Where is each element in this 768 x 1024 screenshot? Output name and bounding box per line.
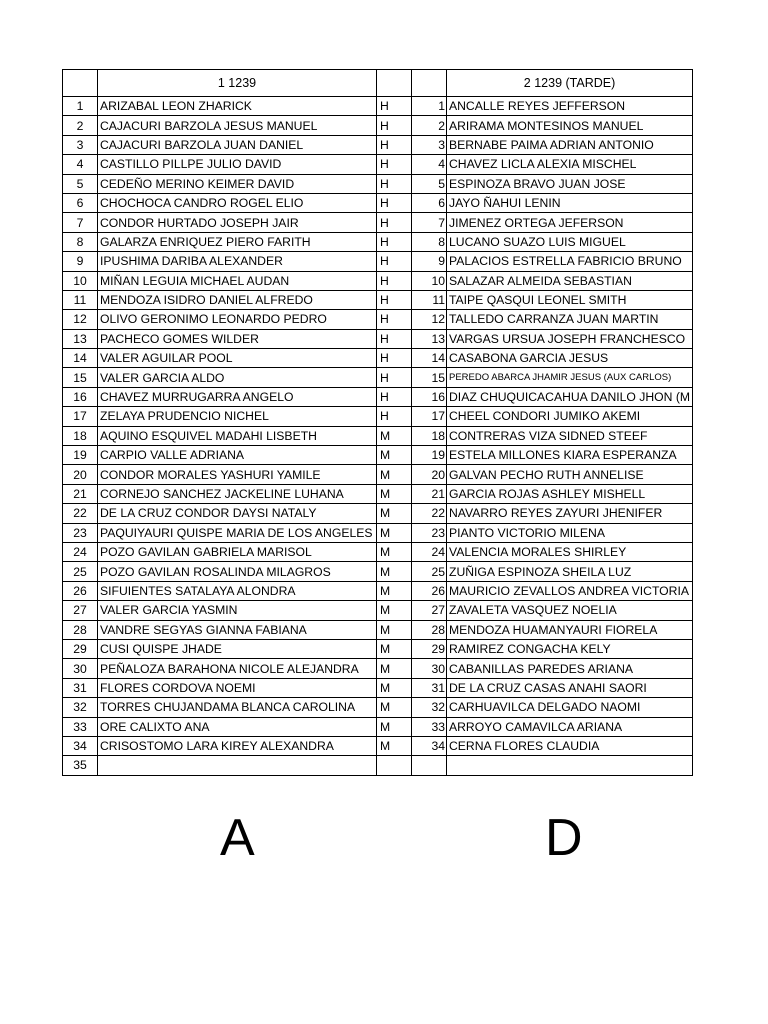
sex-code: H — [377, 349, 412, 368]
student-name-group-a: POZO GAVILAN GABRIELA MARISOL — [98, 542, 377, 561]
student-name-group-a — [98, 756, 377, 775]
student-name-group-a: CASTILLO PILLPE JULIO DAVID — [98, 155, 377, 174]
sex-code: M — [377, 581, 412, 600]
sex-code — [377, 756, 412, 775]
student-name-group-b: PALACIOS ESTRELLA FABRICIO BRUNO — [447, 252, 693, 271]
row-number-group-b: 34 — [412, 736, 447, 755]
row-number: 18 — [63, 426, 98, 445]
student-name-group-b: JIMENEZ ORTEGA JEFERSON — [447, 213, 693, 232]
row-number: 23 — [63, 523, 98, 542]
row-number-group-b: 25 — [412, 562, 447, 581]
row-number: 17 — [63, 407, 98, 426]
student-name-group-b: ARIRAMA MONTESINOS MANUEL — [447, 116, 693, 135]
student-name-group-a: VALER GARCIA ALDO — [98, 368, 377, 387]
row-number: 7 — [63, 213, 98, 232]
student-name-group-a: ORE CALIXTO ANA — [98, 717, 377, 736]
student-name-group-a: CUSI QUISPE JHADE — [98, 639, 377, 658]
student-name-group-a: CHAVEZ MURRUGARRA ANGELO — [98, 387, 377, 406]
student-name-group-b: ESPINOZA BRAVO JUAN JOSE — [447, 174, 693, 193]
row-number: 31 — [63, 678, 98, 697]
row-number: 29 — [63, 639, 98, 658]
student-name-group-a: CONDOR MORALES YASHURI YAMILE — [98, 465, 377, 484]
student-name-group-b: ZAVALETA VASQUEZ NOELIA — [447, 601, 693, 620]
student-name-group-b: MENDOZA HUAMANYAURI FIORELA — [447, 620, 693, 639]
table-row — [63, 620, 693, 639]
sex-code: H — [377, 407, 412, 426]
student-name-group-b: LUCANO SUAZO LUIS MIGUEL — [447, 232, 693, 251]
row-number: 8 — [63, 232, 98, 251]
row-number: 10 — [63, 271, 98, 290]
sex-code: H — [377, 271, 412, 290]
row-number: 34 — [63, 736, 98, 755]
row-number: 33 — [63, 717, 98, 736]
student-name-group-a: IPUSHIMA DARIBA ALEXANDER — [98, 252, 377, 271]
row-number: 26 — [63, 581, 98, 600]
student-name-group-a: MIÑAN LEGUIA MICHAEL AUDAN — [98, 271, 377, 290]
row-number-group-b: 6 — [412, 193, 447, 212]
row-number: 11 — [63, 290, 98, 309]
student-name-group-b: ZUÑIGA ESPINOZA SHEILA LUZ — [447, 562, 693, 581]
row-number: 14 — [63, 349, 98, 368]
row-number: 32 — [63, 698, 98, 717]
sex-code: H — [377, 135, 412, 154]
student-name-group-a: CRISOSTOMO LARA KIREY ALEXANDRA — [98, 736, 377, 755]
table-row — [63, 542, 693, 561]
table-row — [63, 174, 693, 193]
student-name-group-a: CAJACURI BARZOLA JESUS MANUEL — [98, 116, 377, 135]
header-row — [63, 70, 693, 97]
student-name-group-a: GALARZA ENRIQUEZ PIERO FARITH — [98, 232, 377, 251]
row-number: 6 — [63, 193, 98, 212]
student-name-group-b: CONTRERAS VIZA SIDNED STEEF — [447, 426, 693, 445]
sex-code: H — [377, 174, 412, 193]
student-name-group-a: CEDEÑO MERINO KEIMER DAVID — [98, 174, 377, 193]
table-row — [63, 329, 693, 348]
sex-code: M — [377, 717, 412, 736]
student-name-group-a: OLIVO GERONIMO LEONARDO PEDRO — [98, 310, 377, 329]
row-number-group-b — [412, 756, 447, 775]
row-number: 21 — [63, 484, 98, 503]
row-number-group-b: 3 — [412, 135, 447, 154]
table-row — [63, 193, 693, 212]
row-number: 24 — [63, 542, 98, 561]
row-number-group-b: 32 — [412, 698, 447, 717]
sex-code: M — [377, 426, 412, 445]
row-number: 25 — [63, 562, 98, 581]
student-name-group-b: ANCALLE REYES JEFFERSON — [447, 97, 693, 116]
table-row — [63, 698, 693, 717]
sex-code: M — [377, 504, 412, 523]
sex-code: H — [377, 155, 412, 174]
student-name-group-a: CAJACURI BARZOLA JUAN DANIEL — [98, 135, 377, 154]
table-row — [63, 290, 693, 309]
student-name-group-b: CERNA FLORES CLAUDIA — [447, 736, 693, 755]
sex-code: H — [377, 232, 412, 251]
student-name-group-b: TAIPE QASQUI LEONEL SMITH — [447, 290, 693, 309]
table-row — [63, 523, 693, 542]
sex-code: M — [377, 659, 412, 678]
student-name-group-a: PACHECO GOMES WILDER — [98, 329, 377, 348]
student-name-group-a: AQUINO ESQUIVEL MADAHI LISBETH — [98, 426, 377, 445]
sex-code: H — [377, 213, 412, 232]
table-row — [63, 446, 693, 465]
student-name-group-a: VANDRE SEGYAS GIANNA FABIANA — [98, 620, 377, 639]
row-number: 27 — [63, 601, 98, 620]
row-number: 1 — [63, 97, 98, 116]
table-row — [63, 736, 693, 755]
student-name-group-a: ZELAYA PRUDENCIO NICHEL — [98, 407, 377, 426]
sex-code: M — [377, 736, 412, 755]
row-number-group-b: 15 — [412, 368, 447, 387]
row-number-group-b: 11 — [412, 290, 447, 309]
student-name-group-b — [447, 756, 693, 775]
row-number-group-b: 23 — [412, 523, 447, 542]
row-number: 4 — [63, 155, 98, 174]
group-a-header: 1 1239 — [98, 70, 377, 97]
table-row — [63, 659, 693, 678]
student-name-group-b: JAYO ÑAHUI LENIN — [447, 193, 693, 212]
table-row — [63, 678, 693, 697]
sex-code: H — [377, 252, 412, 271]
student-name-group-a: VALER GARCIA YASMIN — [98, 601, 377, 620]
sex-code: H — [377, 368, 412, 387]
row-number-group-b: 14 — [412, 349, 447, 368]
student-name-group-b: PEREDO ABARCA JHAMIR JESUS (AUX CARLOS) — [447, 368, 693, 387]
section-letter-d: D — [545, 809, 583, 867]
student-name-group-a: ARIZABAL LEON ZHARICK — [98, 97, 377, 116]
sex-code: M — [377, 698, 412, 717]
sex-code: H — [377, 290, 412, 309]
row-number: 13 — [63, 329, 98, 348]
row-number: 22 — [63, 504, 98, 523]
student-name-group-b: TALLEDO CARRANZA JUAN MARTIN — [447, 310, 693, 329]
sex-code: M — [377, 620, 412, 639]
student-name-group-b: NAVARRO REYES ZAYURI JHENIFER — [447, 504, 693, 523]
row-number: 16 — [63, 387, 98, 406]
row-number-group-b: 2 — [412, 116, 447, 135]
student-name-group-a: TORRES CHUJANDAMA BLANCA CAROLINA — [98, 698, 377, 717]
table-row — [63, 213, 693, 232]
student-name-group-a: CARPIO VALLE ADRIANA — [98, 446, 377, 465]
row-number: 2 — [63, 116, 98, 135]
row-number-group-b: 29 — [412, 639, 447, 658]
row-number: 20 — [63, 465, 98, 484]
sex-code: M — [377, 484, 412, 503]
table-row — [63, 232, 693, 251]
sex-code: H — [377, 310, 412, 329]
row-number-group-b: 1 — [412, 97, 447, 116]
table-row — [63, 271, 693, 290]
student-name-group-a: CORNEJO SANCHEZ JACKELINE LUHANA — [98, 484, 377, 503]
student-name-group-b: PIANTO VICTORIO MILENA — [447, 523, 693, 542]
row-number-group-b: 21 — [412, 484, 447, 503]
student-name-group-a: MENDOZA ISIDRO DANIEL ALFREDO — [98, 290, 377, 309]
sex-code: H — [377, 116, 412, 135]
student-name-group-a: POZO GAVILAN ROSALINDA MILAGROS — [98, 562, 377, 581]
sex-code: M — [377, 639, 412, 658]
row-number-group-b: 5 — [412, 174, 447, 193]
row-number-group-b: 22 — [412, 504, 447, 523]
row-number-group-b: 9 — [412, 252, 447, 271]
student-name-group-b: SALAZAR ALMEIDA SEBASTIAN — [447, 271, 693, 290]
row-number: 12 — [63, 310, 98, 329]
sex-code: H — [377, 97, 412, 116]
sex-code: M — [377, 465, 412, 484]
student-name-group-b: RAMIREZ CONGACHA KELY — [447, 639, 693, 658]
row-number-group-b: 17 — [412, 407, 447, 426]
row-number-group-b: 26 — [412, 581, 447, 600]
table-row — [63, 252, 693, 271]
sex-code: M — [377, 446, 412, 465]
table-row — [63, 717, 693, 736]
student-name-group-a: PEÑALOZA BARAHONA NICOLE ALEJANDRA — [98, 659, 377, 678]
student-list-table — [62, 69, 693, 776]
row-number: 30 — [63, 659, 98, 678]
row-number-group-b: 12 — [412, 310, 447, 329]
student-name-group-a: CONDOR HURTADO JOSEPH JAIR — [98, 213, 377, 232]
table-row — [63, 155, 693, 174]
row-number: 15 — [63, 368, 98, 387]
row-number-group-b: 27 — [412, 601, 447, 620]
row-number-group-b: 28 — [412, 620, 447, 639]
student-name-group-b: CHEEL CONDORI JUMIKO AKEMI — [447, 407, 693, 426]
student-name-group-b: CABANILLAS PAREDES ARIANA — [447, 659, 693, 678]
table-row — [63, 349, 693, 368]
student-name-group-b: ARROYO CAMAVILCA ARIANA — [447, 717, 693, 736]
table-row — [63, 504, 693, 523]
student-name-group-a: VALER AGUILAR POOL — [98, 349, 377, 368]
row-number: 28 — [63, 620, 98, 639]
table-row — [63, 562, 693, 581]
row-number-group-b: 19 — [412, 446, 447, 465]
row-number-group-b: 33 — [412, 717, 447, 736]
student-name-group-b: DIAZ CHUQUICACAHUA DANILO JHON (M — [447, 387, 693, 406]
table-row — [63, 756, 693, 775]
row-number-group-b: 18 — [412, 426, 447, 445]
table-row — [63, 601, 693, 620]
student-name-group-b: CARHUAVILCA DELGADO NAOMI — [447, 698, 693, 717]
group-b-header: 2 1239 (TARDE) — [447, 70, 693, 97]
student-name-group-a: PAQUIYAURI QUISPE MARIA DE LOS ANGELES — [98, 523, 377, 542]
row-number-group-b: 31 — [412, 678, 447, 697]
student-name-group-a: FLORES CORDOVA NOEMI — [98, 678, 377, 697]
table-row — [63, 407, 693, 426]
table-row — [63, 368, 693, 387]
student-name-group-b: BERNABE PAIMA ADRIAN ANTONIO — [447, 135, 693, 154]
row-number-group-b: 8 — [412, 232, 447, 251]
table-row — [63, 581, 693, 600]
student-name-group-a: SIFUIENTES SATALAYA ALONDRA — [98, 581, 377, 600]
student-name-group-a: DE LA CRUZ CONDOR DAYSI NATALY — [98, 504, 377, 523]
student-name-group-b: DE LA CRUZ CASAS ANAHI SAORI — [447, 678, 693, 697]
table-row — [63, 387, 693, 406]
student-name-group-b: ESTELA MILLONES KIARA ESPERANZA — [447, 446, 693, 465]
row-number-group-b: 16 — [412, 387, 447, 406]
student-name-group-b: VALENCIA MORALES SHIRLEY — [447, 542, 693, 561]
student-name-group-b: GALVAN PECHO RUTH ANNELISE — [447, 465, 693, 484]
sex-code: M — [377, 542, 412, 561]
sex-code: M — [377, 562, 412, 581]
row-number-group-b: 24 — [412, 542, 447, 561]
row-number-group-b: 13 — [412, 329, 447, 348]
sex-code: M — [377, 601, 412, 620]
table-row — [63, 116, 693, 135]
row-number-group-b: 4 — [412, 155, 447, 174]
section-letter-a: A — [220, 809, 255, 867]
student-name-group-b: MAURICIO ZEVALLOS ANDREA VICTORIA — [447, 581, 693, 600]
table-row — [63, 310, 693, 329]
table-row — [63, 465, 693, 484]
table-row — [63, 426, 693, 445]
sex-code: M — [377, 678, 412, 697]
row-number-group-b: 7 — [412, 213, 447, 232]
student-name-group-b: GARCIA ROJAS ASHLEY MISHELL — [447, 484, 693, 503]
sex-code: H — [377, 387, 412, 406]
header-blank-cell — [412, 70, 447, 97]
sex-code: H — [377, 193, 412, 212]
row-number: 35 — [63, 756, 98, 775]
row-number-group-b: 10 — [412, 271, 447, 290]
table-row — [63, 639, 693, 658]
table-row — [63, 135, 693, 154]
header-blank-cell — [63, 70, 98, 97]
row-number: 9 — [63, 252, 98, 271]
row-number-group-b: 20 — [412, 465, 447, 484]
table-row — [63, 97, 693, 116]
row-number: 19 — [63, 446, 98, 465]
sex-code: H — [377, 329, 412, 348]
table-row — [63, 484, 693, 503]
header-blank-cell — [377, 70, 412, 97]
student-name-group-b: CHAVEZ LICLA ALEXIA MISCHEL — [447, 155, 693, 174]
student-name-group-b: VARGAS URSUA JOSEPH FRANCHESCO — [447, 329, 693, 348]
row-number: 5 — [63, 174, 98, 193]
student-name-group-a: CHOCHOCA CANDRO ROGEL ELIO — [98, 193, 377, 212]
row-number: 3 — [63, 135, 98, 154]
sex-code: M — [377, 523, 412, 542]
row-number-group-b: 30 — [412, 659, 447, 678]
student-name-group-b: CASABONA GARCIA JESUS — [447, 349, 693, 368]
